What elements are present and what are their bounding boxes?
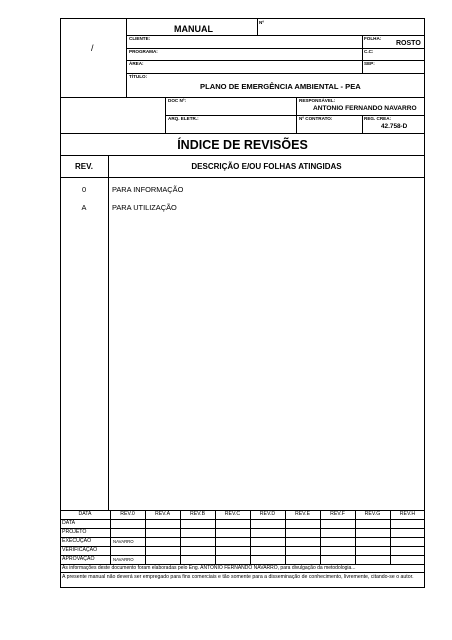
sep-label: SEP:	[364, 61, 375, 66]
revtable-col-line	[250, 510, 251, 564]
revtable-signoff-cell: NAVARRO	[113, 539, 134, 544]
info-line-2	[60, 133, 425, 134]
folha-label: FOLHA:	[364, 36, 382, 41]
index-row-desc: PARA INFORMAÇÃO	[112, 185, 184, 194]
arq-label: ARQ. ELETR.:	[168, 116, 199, 121]
footer-note-authorship: As informações deste documento foram elaboradas pelo Eng. ANTONIO FERNANDO NAVARRO, para divulgação da metodologia...	[62, 565, 356, 571]
index-rev-divider	[108, 155, 109, 510]
revtable-row-label: PROJETO	[62, 529, 87, 535]
crea-value: 42.758-D	[381, 123, 408, 130]
revtable-col-line	[285, 510, 286, 564]
revtable-col-line	[390, 510, 391, 564]
index-col-rev: REV.	[75, 162, 93, 171]
revtable-row-label: APROVAÇÃO	[62, 556, 95, 562]
info-divider-right	[362, 115, 363, 133]
revtable-header-cell: REV.B	[189, 511, 206, 517]
logo-slash: /	[91, 43, 94, 53]
index-row-desc: PARA UTILIZAÇÃO	[112, 203, 177, 212]
manual-title: MANUAL	[174, 24, 213, 34]
revtable-header-cell: REV.F	[330, 511, 345, 517]
index-col-desc: DESCRIÇÃO E/OU FOLHAS ATINGIDAS	[191, 162, 342, 171]
revtable-row-label: EXECUÇÃO	[62, 538, 92, 544]
revtable-header-cell: REV.G	[364, 511, 381, 517]
revtable-header-cell: REV.A	[154, 511, 171, 517]
header-line-4	[126, 73, 425, 74]
footer-line	[60, 572, 425, 573]
cc-label: C.C:	[364, 49, 374, 54]
revtable-header-cell: REV.D	[259, 511, 276, 517]
programa-label: PROGRAMA:	[129, 49, 158, 54]
revtable-col-line	[215, 510, 216, 564]
revtable-col-line	[110, 510, 111, 564]
revtable-row-line	[60, 537, 425, 538]
header-divider-left	[126, 18, 127, 97]
revtable-col-line	[145, 510, 146, 564]
document-frame	[60, 18, 425, 588]
revtable-header-cell: REV.0	[120, 511, 135, 517]
folha-value: ROSTO	[396, 40, 421, 47]
header-divider-right	[362, 35, 363, 73]
revtable-col-line	[320, 510, 321, 564]
revtable-header-cell: REV.H	[399, 511, 416, 517]
revtable-col-line	[180, 510, 181, 564]
responsavel-value: ANTONIO FERNANDO NAVARRO	[313, 105, 417, 112]
revtable-row-line	[60, 546, 425, 547]
index-row-rev: A	[81, 203, 87, 212]
numero-label: Nº	[259, 20, 264, 25]
revtable-row-label: VERIFICAÇÃO	[62, 547, 98, 553]
document-title: PLANO DE EMERGÊNCIA AMBIENTAL - PEA	[200, 82, 361, 91]
header-divider-number	[257, 18, 258, 35]
titulo-label: TÍTULO:	[129, 74, 148, 79]
contrato-label: Nº CONTRATO:	[299, 116, 333, 121]
crea-label: REG. CREA:	[364, 116, 392, 121]
revtable-header-cell: DATA	[78, 511, 92, 517]
index-title: ÍNDICE DE REVISÕES	[177, 138, 308, 152]
revtable-row-line	[60, 555, 425, 556]
index-row-rev: 0	[81, 185, 87, 194]
revtable-header-line	[60, 519, 425, 520]
revtable-header-cell: REV.C	[224, 511, 241, 517]
revtable-col-line	[355, 510, 356, 564]
header-line-5	[60, 97, 425, 98]
revtable-header-cell: REV.E	[294, 511, 311, 517]
doc-label: DOC Nº:	[168, 98, 187, 103]
index-header-line	[60, 177, 425, 178]
index-title-line	[60, 155, 425, 156]
footer-note-usage: A presente manual não deverá ser empregado para fins comerciais e tão somente para a disseminação de conhecimento, livremente, citando-se o autor.	[62, 574, 414, 580]
header-line-2	[126, 48, 425, 49]
cliente-label: CLIENTE:	[129, 36, 151, 41]
revtable-row-label: DATA	[62, 520, 76, 526]
revtable-signoff-cell: NAVARRO	[113, 557, 134, 562]
revtable-row-line	[60, 528, 425, 529]
responsavel-label: RESPONSÁVEL:	[299, 98, 336, 103]
header-line-3	[126, 60, 425, 61]
area-label: ÁREA:	[129, 61, 144, 66]
